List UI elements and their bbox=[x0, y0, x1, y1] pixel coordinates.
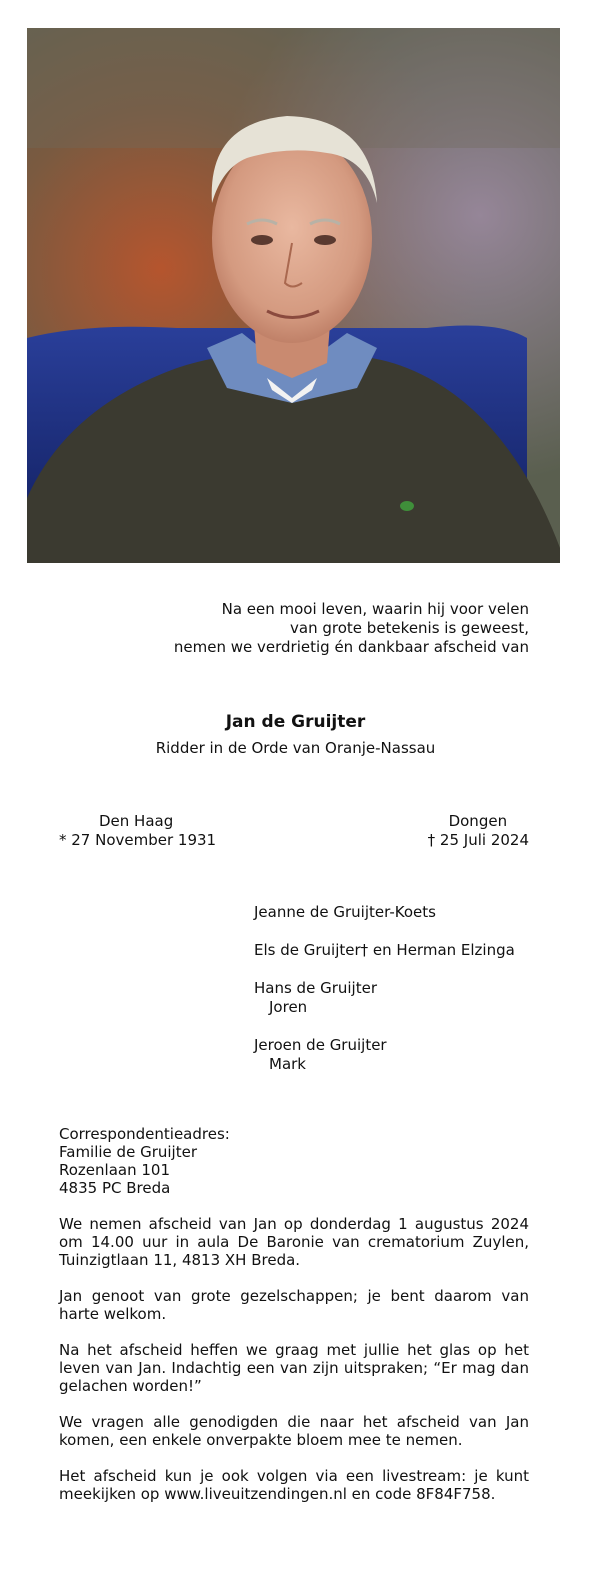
intro-text bbox=[174, 600, 529, 657]
correspondence-city: 4835 PC Breda bbox=[59, 1179, 171, 1197]
intro-line-2: van grote betekenis is geweest, bbox=[290, 619, 529, 637]
intro-line-1: Na een mooi leven, waarin hij voor velen bbox=[221, 600, 529, 618]
portrait-photo bbox=[27, 28, 560, 563]
correspondence-label: Correspondentieadres: bbox=[59, 1125, 230, 1143]
intro-line-3: nemen we verdrietig én dankbaar afscheid van bbox=[173, 638, 529, 656]
family-child-1: Els de Gruijter† en Herman Elzinga bbox=[254, 941, 515, 959]
family-child-2: Hans de Gruijter bbox=[254, 979, 377, 997]
deceased-honor: Ridder in de Orde van Oranje-Nassau bbox=[155, 739, 436, 757]
death-info bbox=[428, 812, 529, 850]
correspondence-street: Rozenlaan 101 bbox=[59, 1161, 170, 1179]
family-child-3: Jeroen de Gruijter bbox=[254, 1036, 387, 1054]
birth-date: * 27 November 1931 bbox=[59, 831, 217, 849]
death-date: † 25 Juli 2024 bbox=[427, 831, 529, 849]
birth-place: Den Haag bbox=[99, 812, 174, 830]
birth-info bbox=[59, 812, 216, 850]
family-list bbox=[254, 903, 515, 1093]
paragraph-ceremony: We nemen afscheid van Jan op donderdag 1 augustus 2024 om 14.00 uur in aula De Baronie van crematorium Zuylen, Tuinzigtlaan 11, 4813 XH Breda. bbox=[59, 1215, 529, 1269]
family-group-3 bbox=[254, 1036, 515, 1074]
paragraph-flowers: We vragen alle genodigden die naar het afscheid van Jan komen, een enkele onverpakte bloem mee te nemen. bbox=[59, 1413, 529, 1449]
deceased-name: Jan de Gruijter bbox=[225, 712, 366, 732]
paragraph-welcome: Jan genoot van grote gezelschappen; je bent daarom van harte welkom. bbox=[59, 1287, 529, 1323]
family-grandchild-3: Mark bbox=[269, 1055, 306, 1073]
death-place: Dongen bbox=[448, 812, 508, 830]
paragraph-livestream: Het afscheid kun je ook volgen via een livestream: je kunt meekijken op www.liveuitzendingen.nl en code 8F84F758. bbox=[59, 1467, 529, 1503]
family-partner: Jeanne de Gruijter-Koets bbox=[254, 903, 436, 921]
announcement-body bbox=[59, 1215, 529, 1521]
family-group-2 bbox=[254, 979, 515, 1017]
correspondence-name: Familie de Gruijter bbox=[59, 1143, 197, 1161]
correspondence-address bbox=[59, 1125, 230, 1197]
family-grandchild-2: Joren bbox=[269, 998, 308, 1016]
paragraph-toast: Na het afscheid heffen we graag met jullie het glas op het leven van Jan. Indachtig een van zijn uitspraken; “Er mag dan gelachen worden!” bbox=[59, 1341, 529, 1395]
